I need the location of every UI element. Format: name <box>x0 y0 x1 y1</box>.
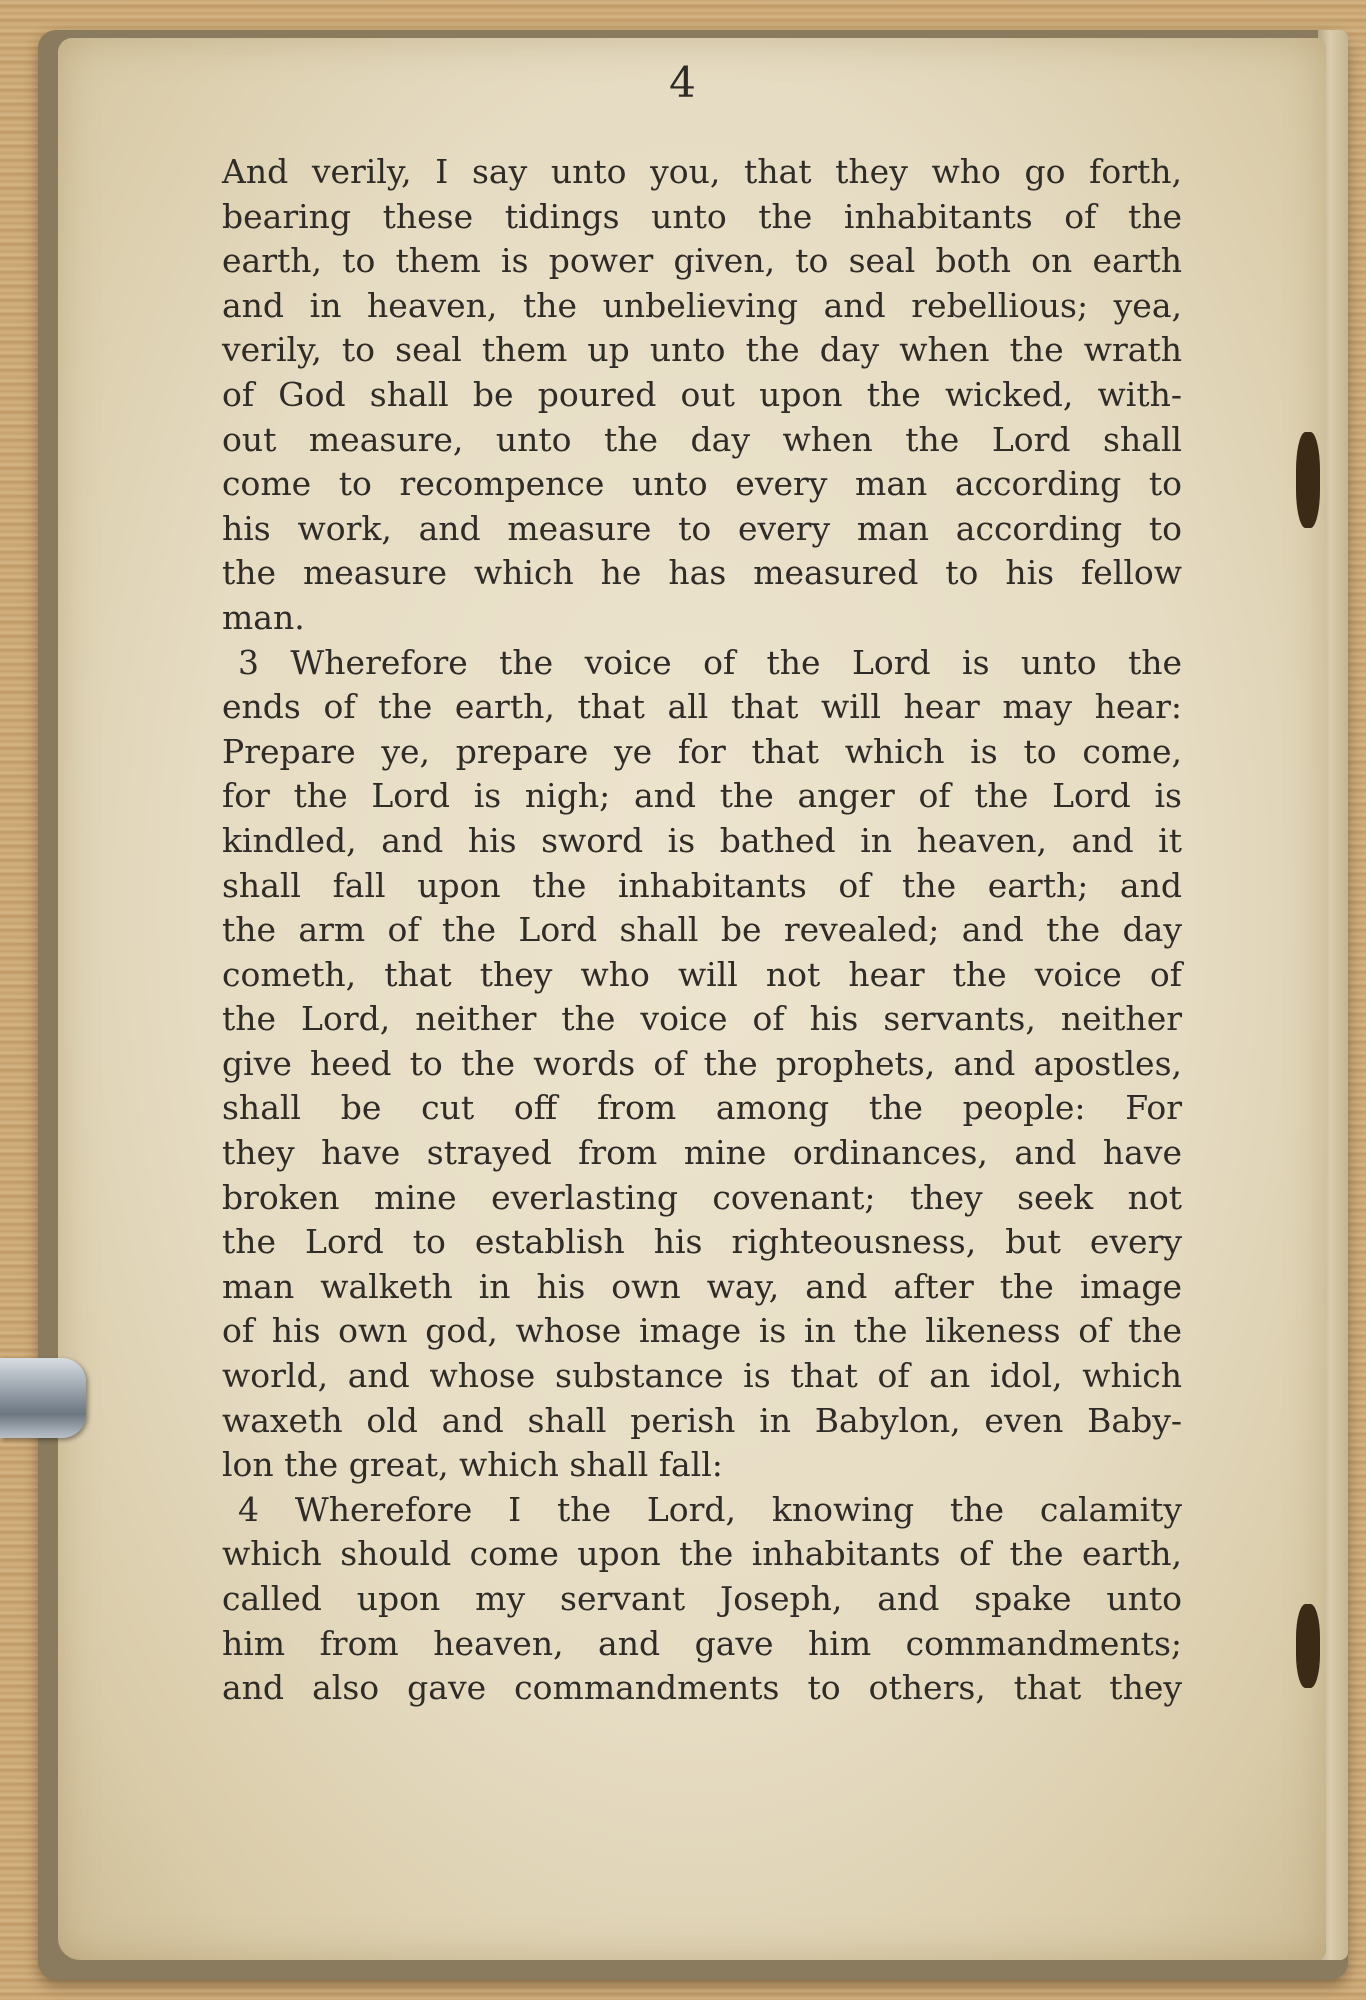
text-line: for the Lord is nigh; and the anger of the Lord is <box>222 776 1182 816</box>
text-line: called upon my servant Joseph, and spake unto <box>222 1579 1182 1618</box>
text-line: the Lord to establish his righteousness, but every <box>222 1222 1182 1262</box>
text-line: his work, and measure to every man according to <box>222 508 1182 548</box>
binding-hole <box>1296 432 1320 528</box>
text-line: and in heaven, the unbelieving and rebellious; yea, <box>222 285 1182 325</box>
text-line: they have strayed from mine ordinances, and have <box>222 1133 1182 1173</box>
text-line: bearing these tidings unto the inhabitants of the <box>222 196 1182 236</box>
text-line: shall fall upon the inhabitants of the earth; and <box>222 865 1182 905</box>
text-line: man walketh in his own way, and after the image <box>222 1266 1182 1306</box>
text-line: him from heaven, and gave him commandments; <box>222 1623 1182 1663</box>
text-line: lon the great, which shall fall: <box>222 1445 723 1485</box>
text-line: the measure which he has measured to his fellow <box>222 553 1182 593</box>
text-line: world, and whose substance is that of an idol, which <box>222 1356 1182 1396</box>
text-line: broken mine everlasting covenant; they seek not <box>222 1177 1182 1217</box>
text-line: Prepare ye, prepare ye for that which is to come, <box>222 731 1182 771</box>
text-line: come to recompence unto every man according to <box>222 464 1182 504</box>
body-text <box>222 150 1182 1711</box>
text-line: the arm of the Lord shall be revealed; and the day <box>222 910 1182 950</box>
page-number: 4 <box>669 58 697 107</box>
text-line: 4 Wherefore I the Lord, knowing the calamity <box>238 1489 1182 1529</box>
text-line: of God shall be poured out upon the wicked, with- <box>222 374 1182 414</box>
text-line: out measure, unto the day when the Lord shall <box>222 419 1182 459</box>
text-line: and also gave commandments to others, that they <box>222 1668 1182 1708</box>
text-line: of his own god, whose image is in the likeness of the <box>222 1311 1182 1351</box>
text-line: the Lord, neither the voice of his servants, neither <box>222 999 1182 1039</box>
text-line: cometh, that they who will not hear the voice of <box>222 954 1182 994</box>
text-line: 3 Wherefore the voice of the Lord is unto the <box>238 642 1182 682</box>
text-line: kindled, and his sword is bathed in heaven, and it <box>222 820 1182 860</box>
text-line: waxeth old and shall perish in Babylon, even Baby- <box>222 1400 1182 1440</box>
metal-clip <box>0 1358 86 1438</box>
text-line: verily, to seal them up unto the day when the wrath <box>222 330 1182 370</box>
text-line: ends of the earth, that all that will hear may hear: <box>222 687 1182 727</box>
text-line: man. <box>222 597 305 637</box>
text-line: And verily, I say unto you, that they who go forth, <box>222 152 1182 191</box>
text-line: shall be cut off from among the people: For <box>222 1088 1182 1128</box>
binding-hole <box>1296 1604 1320 1688</box>
text-line: which should come upon the inhabitants of the earth, <box>222 1534 1182 1574</box>
text-line: give heed to the words of the prophets, and apostles, <box>222 1043 1182 1083</box>
text-line: earth, to them is power given, to seal both on earth <box>222 241 1182 281</box>
